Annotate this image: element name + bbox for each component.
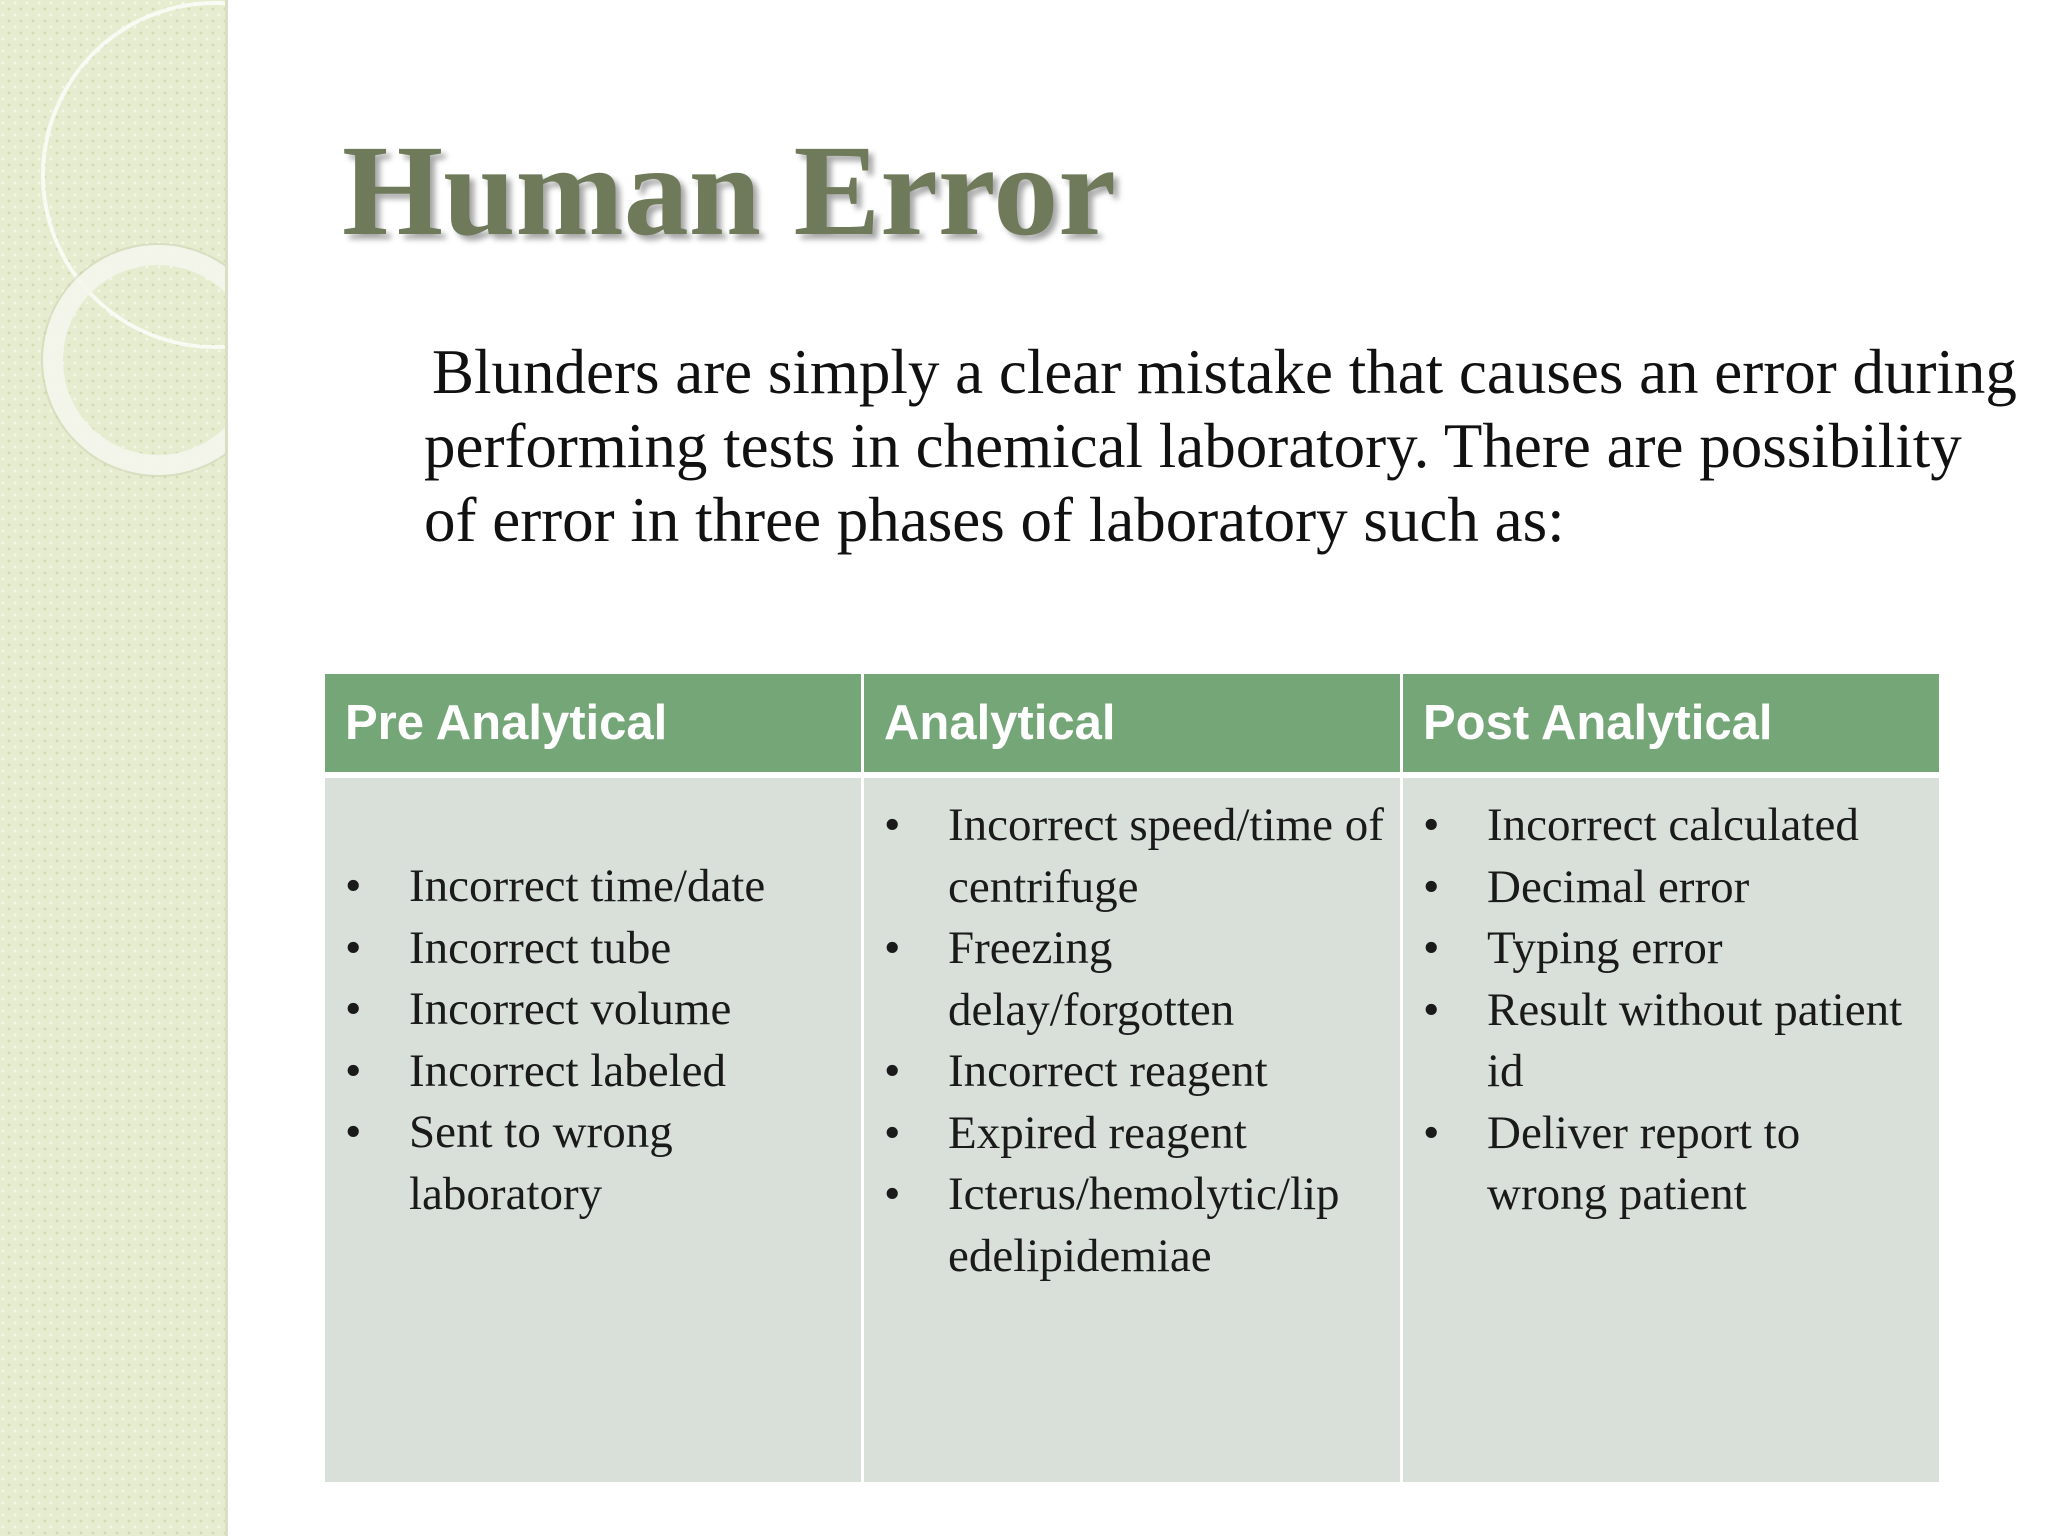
table-header-row: [324, 673, 1941, 776]
pre-analytical-list: [345, 856, 851, 1225]
list-item: • Incorrect tube: [345, 918, 851, 980]
intro-paragraph: Blunders are simply a clear mistake that causes an error during performing tests in chemical laboratory. There are possibility of error in three phases of laboratory such as:: [424, 337, 2017, 555]
header-analytical: Analytical: [863, 673, 1402, 776]
list-item: • Decimal error: [1423, 857, 1929, 919]
list-item: • Incorrect time/date: [345, 856, 851, 918]
list-item: • Incorrect volume: [345, 979, 851, 1041]
side-band-edge: [225, 0, 228, 1536]
list-item: • Incorrect calculated: [1423, 795, 1929, 857]
list-item: • Sent to wrong laboratory: [345, 1102, 851, 1225]
post-analytical-list: [1423, 795, 1929, 1226]
list-item: • Expired reagent: [884, 1103, 1390, 1165]
list-item: • Result without patient id: [1423, 980, 1929, 1103]
list-item: • Incorrect labeled: [345, 1041, 851, 1103]
list-item: • Incorrect speed/time of centrifuge: [884, 795, 1390, 918]
error-phases-table: [322, 671, 1942, 1485]
list-item: • Typing error: [1423, 918, 1929, 980]
cell-analytical: [863, 775, 1402, 1484]
list-item: • Deliver report to wrong patient: [1423, 1103, 1929, 1226]
decorative-ring-small-shadow: [42, 244, 228, 476]
decorative-side-band: [0, 0, 228, 1536]
slide-title: Human Error: [342, 119, 1116, 263]
list-item: • Incorrect reagent: [884, 1041, 1390, 1103]
list-item: • Icterus/hemolytic/lip edelipidemiae: [884, 1164, 1390, 1287]
cell-post-analytical: [1402, 775, 1941, 1484]
list-item: • Freezing delay/forgotten: [884, 918, 1390, 1041]
header-pre-analytical: Pre Analytical: [324, 673, 863, 776]
cell-pre-analytical: [324, 775, 863, 1484]
table-body-row: [324, 775, 1941, 1484]
decorative-rings: [0, 0, 228, 1536]
analytical-list: [884, 795, 1390, 1287]
decorative-ring-small: [53, 255, 228, 465]
header-post-analytical: Post Analytical: [1402, 673, 1941, 776]
